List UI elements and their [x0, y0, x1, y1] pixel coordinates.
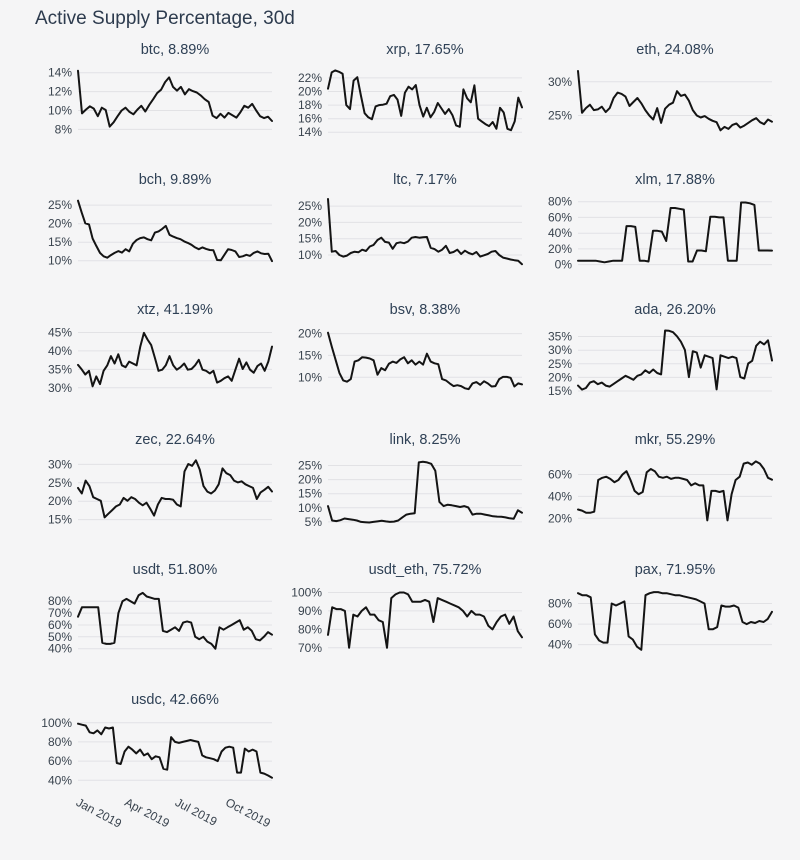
y-tick-label: 80%: [47, 594, 72, 609]
y-tick-label: 30%: [47, 457, 72, 472]
chart-plot: [26, 192, 276, 274]
series-line-xrp: [328, 70, 522, 130]
y-tick-label: 80%: [297, 622, 322, 637]
y-tick-label: 20%: [547, 241, 572, 256]
chart-plot: [276, 62, 526, 144]
series-line-xtz: [78, 333, 272, 386]
y-tick-label: 45%: [47, 325, 72, 340]
y-tick-label: 12%: [47, 84, 72, 99]
y-tick-label: 18%: [297, 98, 322, 113]
x-tick-label: Apr 2019: [122, 795, 172, 831]
y-tick-label: 15%: [47, 512, 72, 527]
y-tick-label: 40%: [47, 773, 72, 788]
y-tick-label: 40%: [47, 641, 72, 656]
sparkline-chart-mkr: [526, 428, 776, 558]
chart-plot: [26, 62, 276, 144]
series-line-bch: [78, 201, 272, 261]
y-tick-label: 20%: [297, 472, 322, 487]
chart-plot: [276, 452, 526, 534]
sparkline-chart-pax: [526, 558, 776, 688]
y-tick-label: 22%: [297, 70, 322, 85]
y-tick-label: 25%: [47, 198, 72, 213]
y-tick-label: 60%: [547, 210, 572, 225]
y-tick-label: 35%: [47, 362, 72, 377]
y-tick-label: 14%: [297, 125, 322, 140]
y-tick-label: 20%: [47, 216, 72, 231]
chart-title: eth, 24.08%: [636, 42, 714, 58]
y-tick-label: 20%: [47, 494, 72, 509]
chart-title: mkr, 55.29%: [634, 432, 716, 448]
y-tick-label: 10%: [47, 103, 72, 118]
x-tick-label: Jan 2019: [73, 795, 124, 831]
series-line-bsv: [328, 333, 522, 389]
x-tick-label: Jul 2019: [172, 795, 220, 829]
series-line-usdt_eth: [328, 593, 522, 648]
series-line-mkr: [578, 461, 772, 520]
sparkline-chart-ltc: [276, 168, 526, 298]
sparkline-chart-bch: [26, 168, 276, 298]
y-tick-label: 100%: [41, 715, 72, 730]
y-tick-label: 20%: [547, 370, 572, 385]
y-tick-label: 10%: [297, 248, 322, 262]
sparkline-chart-btc: [26, 38, 276, 168]
chart-plot: [26, 452, 276, 534]
y-tick-label: 80%: [547, 194, 572, 209]
sparkline-chart-xtz: [26, 298, 276, 428]
y-tick-label: 25%: [547, 356, 572, 371]
chart-plot: [526, 452, 776, 534]
y-tick-label: 14%: [47, 65, 72, 80]
y-tick-label: 25%: [547, 108, 572, 123]
series-line-zec: [78, 460, 272, 517]
y-tick-label: 60%: [547, 467, 572, 482]
series-line-pax: [578, 592, 772, 650]
chart-title: btc, 8.89%: [140, 42, 210, 58]
y-tick-label: 60%: [547, 617, 572, 632]
y-tick-label: 10%: [297, 370, 322, 385]
y-tick-label: 25%: [297, 199, 322, 214]
y-tick-label: 40%: [547, 637, 572, 652]
sparkline-chart-ada: [526, 298, 776, 428]
series-line-usdc: [78, 724, 272, 778]
chart-plot: [26, 712, 276, 858]
y-tick-label: 15%: [297, 348, 322, 363]
chart-title: ada, 26.20%: [634, 302, 716, 318]
x-tick-label: Oct 2019: [223, 795, 273, 831]
sparkline-chart-usdt: [26, 558, 276, 688]
y-tick-label: 80%: [47, 734, 72, 749]
y-tick-label: 20%: [297, 215, 322, 230]
sparkline-chart-bsv: [276, 298, 526, 428]
chart-plot: [276, 322, 526, 404]
series-line-ltc: [328, 199, 522, 264]
y-tick-label: 35%: [547, 329, 572, 344]
y-tick-label: 30%: [547, 343, 572, 358]
chart-plot: [276, 192, 526, 274]
y-tick-label: 50%: [47, 629, 72, 644]
chart-plot: [526, 192, 776, 274]
chart-plot: [276, 582, 526, 664]
series-line-link: [328, 462, 522, 523]
y-tick-label: 40%: [47, 343, 72, 358]
sparkline-chart-zec: [26, 428, 276, 558]
sparkline-chart-eth: [526, 38, 776, 168]
series-line-ada: [578, 331, 772, 390]
y-tick-label: 80%: [547, 596, 572, 611]
y-tick-label: 10%: [297, 500, 322, 515]
y-tick-label: 5%: [304, 514, 322, 529]
y-tick-label: 15%: [297, 231, 322, 246]
y-tick-label: 10%: [47, 253, 72, 268]
chart-title: ltc, 7.17%: [393, 172, 457, 188]
y-tick-label: 20%: [297, 84, 322, 99]
chart-plot: [526, 322, 776, 404]
y-tick-label: 15%: [297, 486, 322, 501]
chart-title: usdc, 42.66%: [131, 692, 219, 708]
chart-plot: [526, 62, 776, 144]
y-tick-label: 70%: [47, 606, 72, 621]
y-tick-label: 30%: [547, 74, 572, 89]
chart-title: zec, 22.64%: [135, 432, 215, 448]
charts-grid: [0, 38, 800, 860]
chart-plot: [526, 582, 776, 664]
chart-title: bsv, 8.38%: [389, 302, 461, 318]
chart-title: xtz, 41.19%: [137, 302, 213, 318]
y-tick-label: 60%: [47, 754, 72, 769]
chart-plot: [26, 322, 276, 404]
sparkline-chart-xlm: [526, 168, 776, 298]
y-tick-label: 20%: [547, 511, 572, 526]
y-tick-label: 60%: [47, 618, 72, 632]
series-line-xlm: [578, 203, 772, 263]
y-tick-label: 25%: [47, 475, 72, 490]
sparkline-chart-xrp: [276, 38, 526, 168]
y-tick-label: 8%: [54, 122, 72, 137]
series-line-eth: [578, 71, 772, 130]
chart-title: xrp, 17.65%: [386, 42, 464, 58]
chart-title: pax, 71.95%: [634, 562, 716, 578]
sparkline-chart-usdc: [26, 688, 276, 860]
chart-title: bch, 9.89%: [138, 172, 212, 188]
sparkline-chart-link: [276, 428, 526, 558]
y-tick-label: 20%: [297, 326, 322, 341]
series-line-btc: [78, 71, 272, 127]
y-tick-label: 70%: [297, 640, 322, 655]
y-tick-label: 40%: [547, 489, 572, 504]
chart-title: xlm, 17.88%: [635, 172, 715, 188]
y-tick-label: 90%: [297, 603, 322, 618]
chart-plot: [26, 582, 276, 664]
chart-title: link, 8.25%: [389, 432, 461, 448]
sparkline-chart-usdt_eth: [276, 558, 526, 688]
chart-title: usdt, 51.80%: [132, 562, 218, 578]
y-tick-label: 40%: [547, 226, 572, 241]
y-tick-label: 15%: [47, 235, 72, 250]
y-tick-label: 16%: [297, 111, 322, 126]
y-tick-label: 100%: [291, 585, 322, 600]
y-tick-label: 25%: [297, 458, 322, 473]
page-title: Active Supply Percentage, 30d: [35, 8, 295, 29]
y-tick-label: 30%: [47, 380, 72, 395]
y-tick-label: 15%: [547, 384, 572, 398]
chart-title: usdt_eth, 75.72%: [368, 562, 482, 578]
y-tick-label: 0%: [554, 257, 572, 272]
